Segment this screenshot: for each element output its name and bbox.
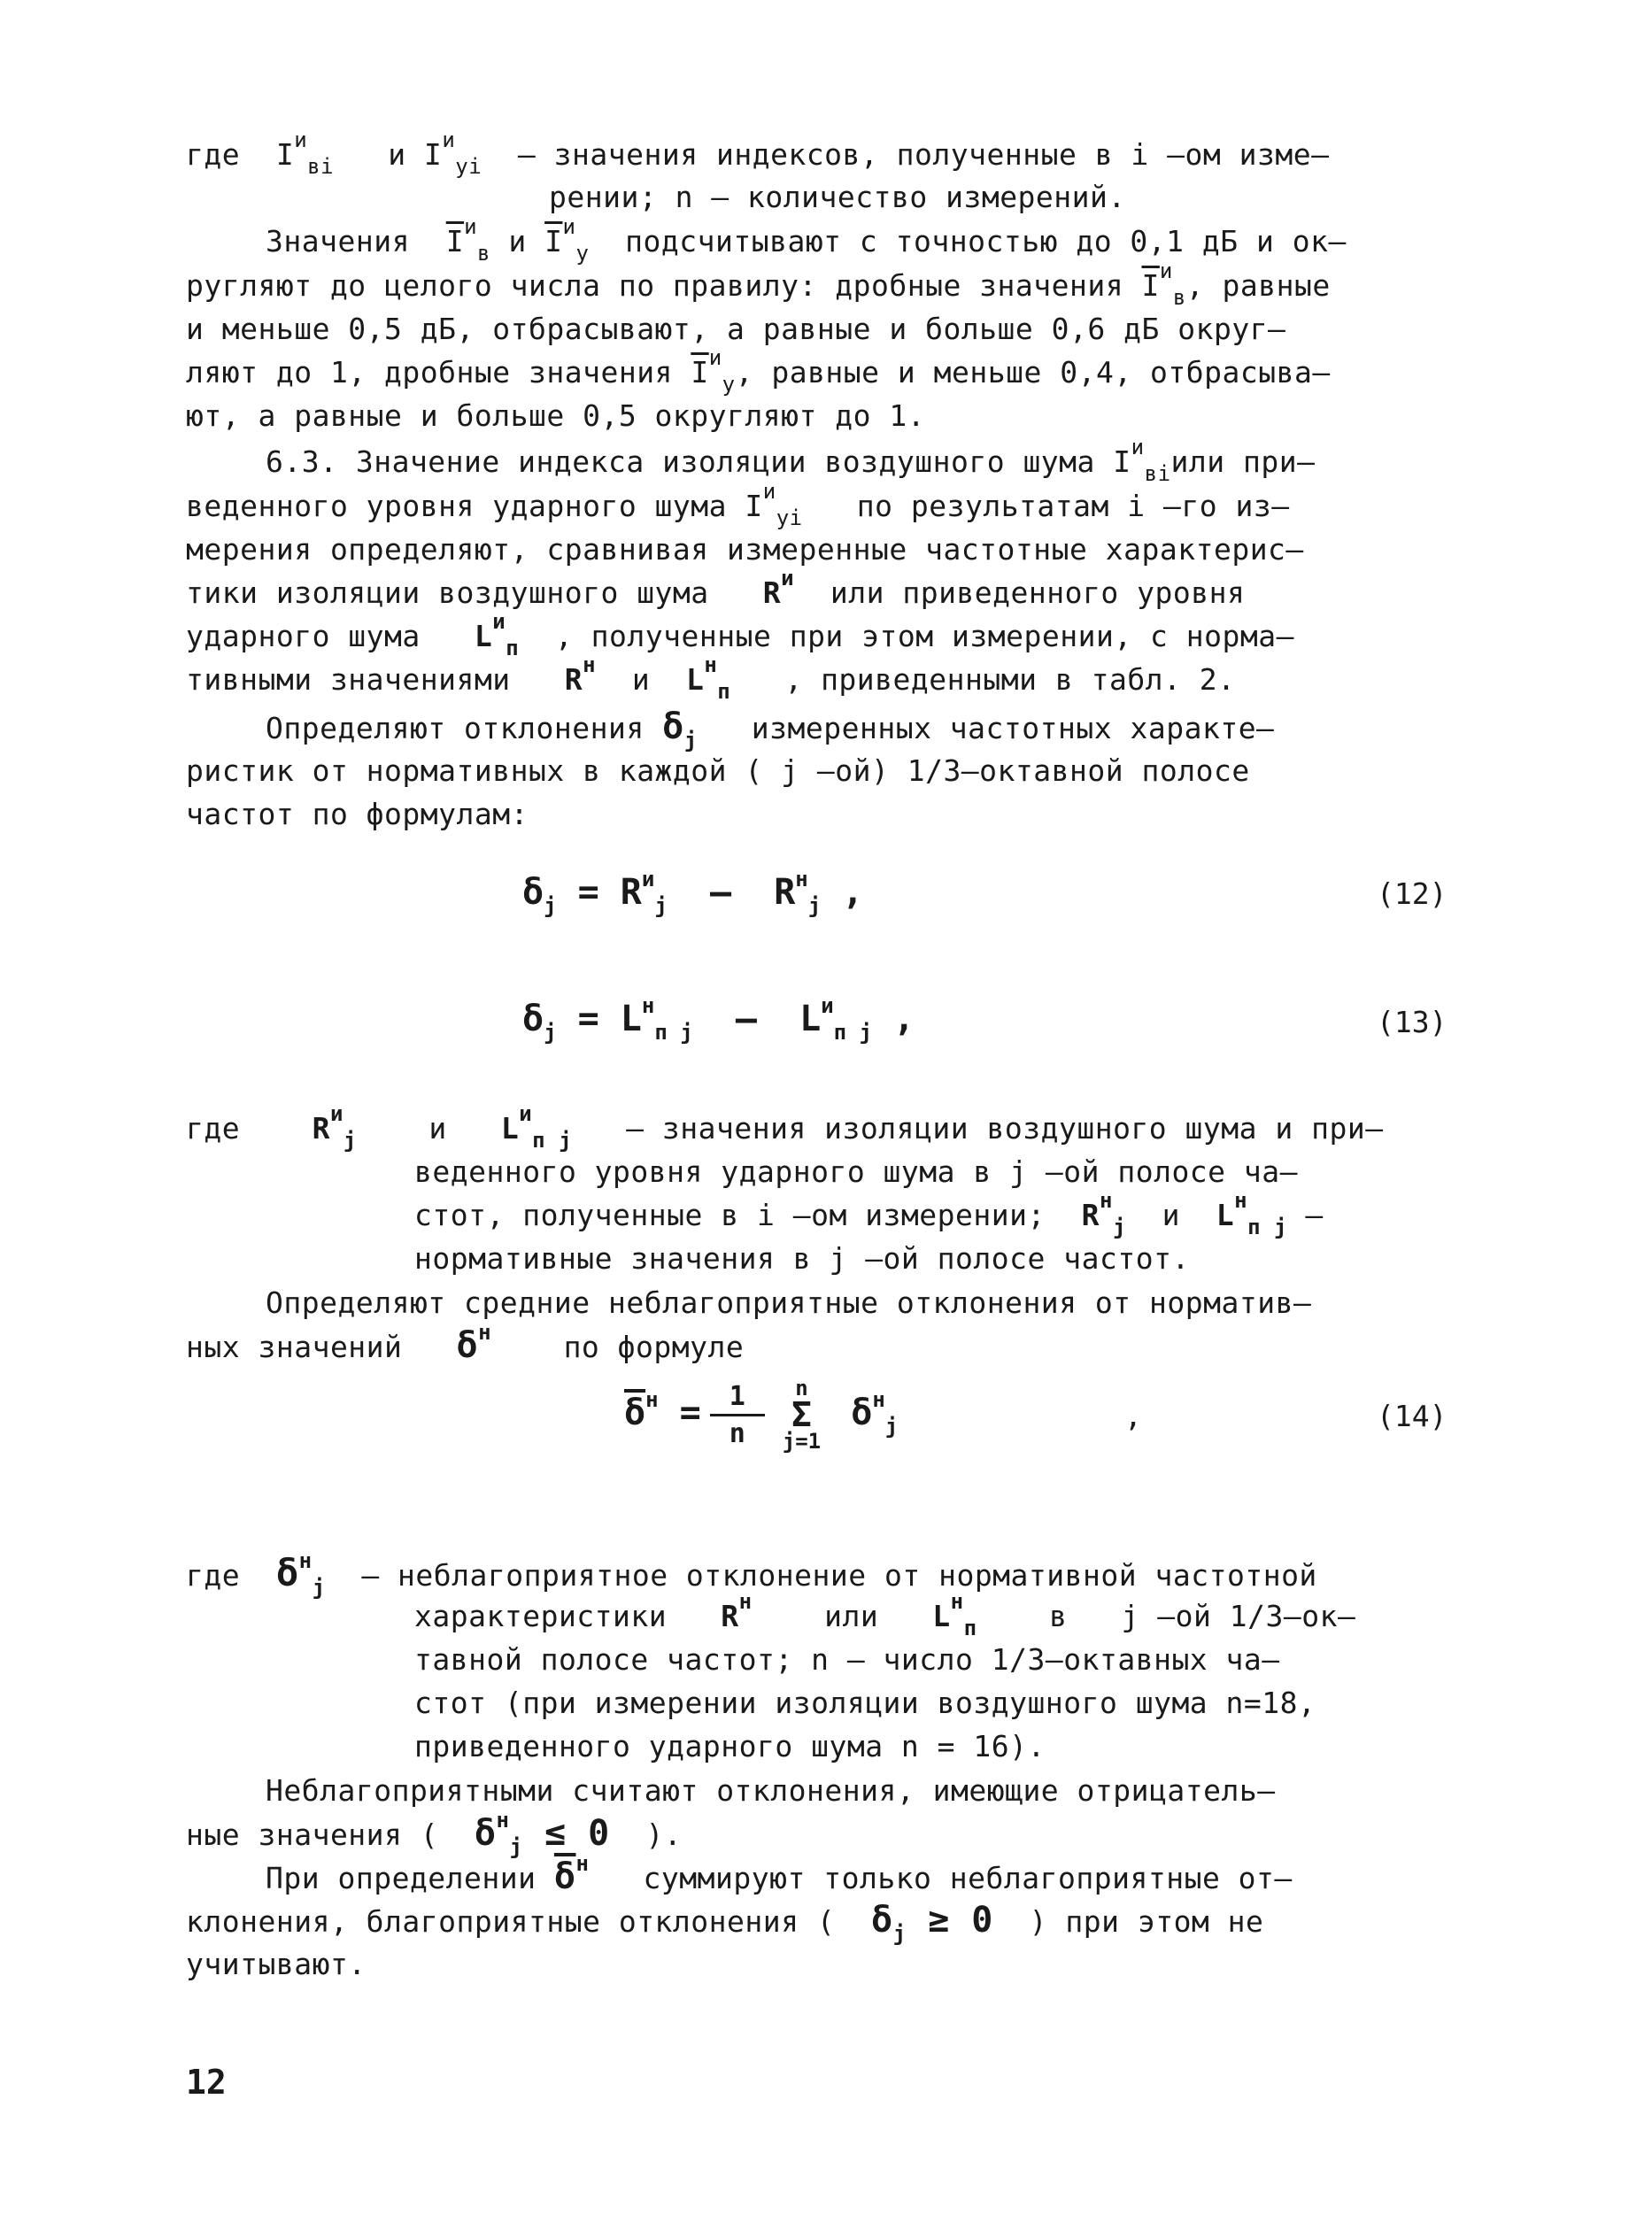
page-number: 12 [186, 2063, 227, 2102]
text-line-8: 6.3. Значение индекса изоляции воздушного шума $I^и_{вi}или$ при– [266, 435, 1316, 486]
equation-number-13: (13) [1377, 1005, 1447, 1039]
text-line-16: частот по формулам: [186, 797, 529, 831]
text-line-h2: характеристики $R^н$ или $L^н_п$ в j –ой 1/3–ок– [414, 1589, 1356, 1640]
equation-number-14: (14) [1377, 1399, 1447, 1433]
text-line-h1: где $\delta^н_j$ – неблагоприятное отклонение от нормативной частотной [186, 1548, 1317, 1600]
text-line-1: где $I^и_{вi}$ и $I^и_{уi}$ – значения индексов, полученные в i –ом изме– [186, 127, 1330, 179]
text-line-k3: При определении $\overline{\delta}^н$ суммируют только неблагоприятные от– [266, 1851, 1293, 1897]
text-line-m1: Определяют средние неблагоприятные отклонения от норматив– [266, 1285, 1312, 1320]
text-line-k5: учитывают. [186, 1947, 367, 1981]
text-line-14: Определяют отклонения $\delta_j$ измеренных частотных характе– [266, 706, 1275, 752]
equation-number-12: (12) [1377, 876, 1447, 911]
text-line-h4: стот (при измерении изоляции воздушного шума n=18, [414, 1686, 1316, 1720]
text-line-10: мерения определяют, сравнивая измеренные частотные характерис– [186, 532, 1304, 567]
equation-separator-comma: , [1124, 1399, 1142, 1433]
formula-14: $\overline{\delta}^н$ = $\frac{1}{n}$ n Σ j=1 $\delta^н_j$ [624, 1376, 899, 1454]
text-line-15: ристик от нормативных в каждой ( j –ой) 1/3–октавной полосе [186, 753, 1250, 788]
text-line-g1: где $R^и_j$ и $L^и_{п j}$ – значения изоляции воздушного шума и при– [186, 1101, 1384, 1153]
text-line-5: и меньше 0,5 дБ, отбрасывают, а равные и больше 0,6 дБ округ– [186, 312, 1286, 346]
text-line-3: Значения $\overline{I}^и_в$ и $\overline{I}^и_у$ подсчитывают с точностью до 0,1 дБ и ок– [266, 214, 1347, 266]
text-line-k2: ные значения ( $\delta^н_j \le 0$ ). [186, 1808, 683, 1859]
text-line-m2: ных значений $\delta^н$ по формуле [186, 1320, 745, 1366]
text-line-11: тики изоляции воздушного шума $R^и$ или приведенного уровня [186, 566, 1246, 610]
text-line-h5: приведенного ударного шума n = 16). [414, 1729, 1046, 1763]
text-line-g4: нормативные значения в j –ой полосе частот. [414, 1241, 1190, 1276]
text-line-13: тивными значениями $R^н$ и $L^н_п$ , приведенными в табл. 2. [186, 652, 1236, 704]
formula-12: $\delta_j = R^и_j - R^н_j$ , [522, 867, 864, 918]
text-line-k4: клонения, благоприятные отклонения ( $\delta_j \ge 0$ ) при этом не [186, 1900, 1264, 1946]
text-line-2: рении; n – количество измерений. [549, 180, 1126, 214]
formula-13: $\delta_j = L^н_{п j} - L^и_{п j}$ , [522, 993, 915, 1045]
text-line-g3: стот, полученные в i –ом измерении; $R^н_j$ и $L^н_{п j}$ – [414, 1188, 1324, 1239]
text-line-6: ляют до 1, дробные значения $\overline{I}^и_у$, равные и меньше 0,4, отбрасыва– [186, 345, 1331, 397]
text-line-h3: тавной полосе частот; n – число 1/3–октавных ча– [414, 1642, 1280, 1677]
text-line-9: веденного уровня ударного шума $I^и_{уi}$ по результатам i –го из– [186, 479, 1290, 530]
text-line-4: ругляют до целого числа по правилу: дробные значения $\overline{I}^и_в$, равные [186, 259, 1331, 310]
text-line-g2: веденного уровня ударного шума в j –ой полосе ча– [414, 1154, 1299, 1189]
text-line-k1: Неблагоприятными считают отклонения, имеющие отрицатель– [266, 1773, 1276, 1808]
text-line-12: ударного шума $L^и_п$ , полученные при этом измерении, с норма– [186, 609, 1294, 660]
text-line-7: ют, а равные и больше 0,5 округляют до 1. [186, 398, 926, 433]
